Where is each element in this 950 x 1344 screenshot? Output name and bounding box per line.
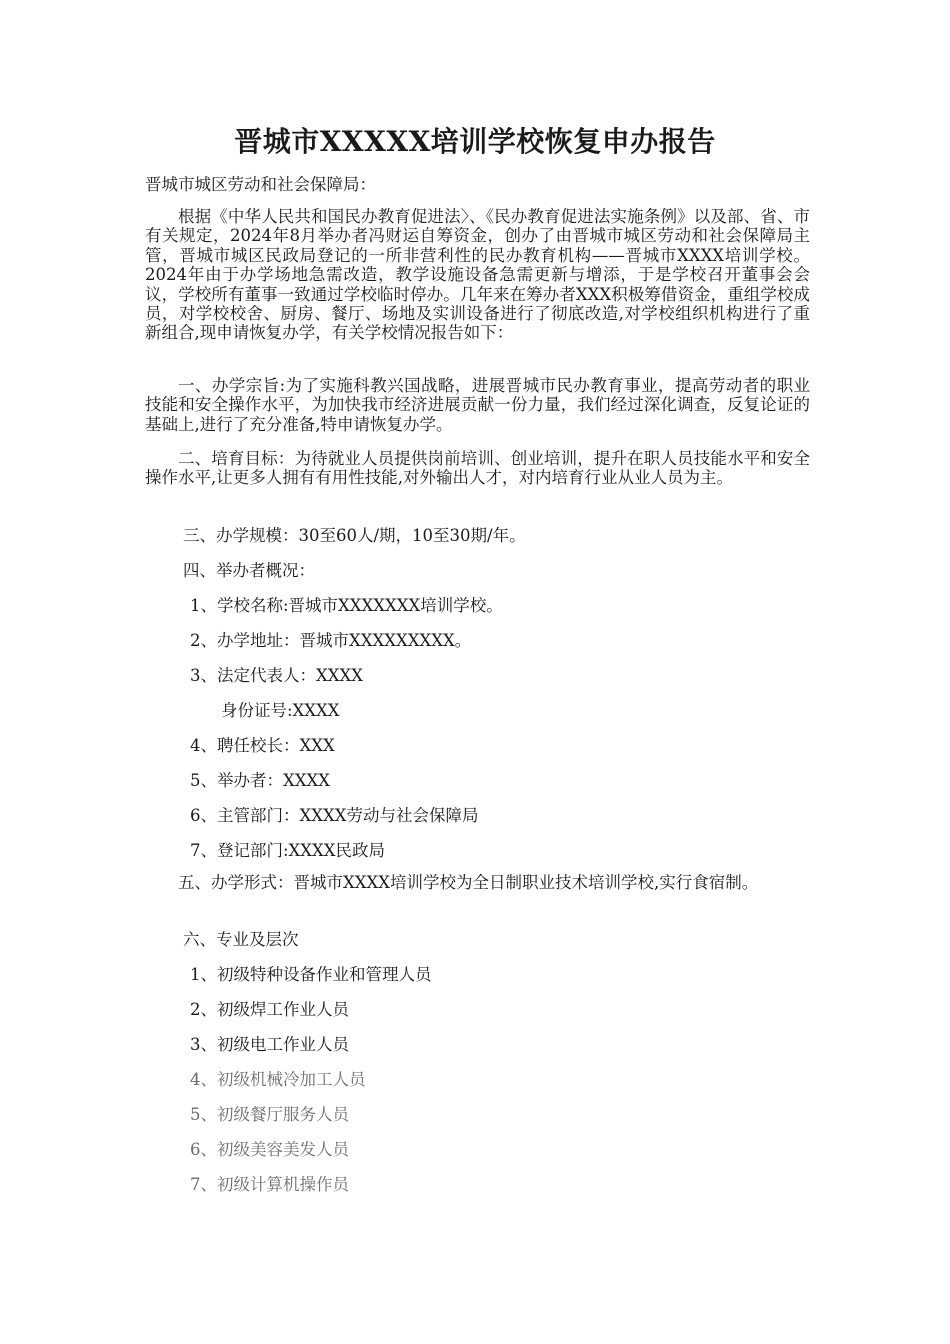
salutation: 晋城市城区劳动和社会保障局： [145, 175, 376, 194]
major-item: 3、初级电工作业人员 [190, 1035, 349, 1054]
section-format: 五、办学形式：晋城市XXXX培训学校为全日制职业技术培训学校,实行食宿制。 [178, 873, 759, 892]
major-item: 5、初级餐厅服务人员 [190, 1105, 349, 1124]
major-item: 1、初级特种设备作业和管理人员 [190, 965, 432, 984]
founder-item: 7、登记部门:XXXX民政局 [190, 841, 386, 860]
intro-paragraph: 根据《中华人民共和国民办教育促进法〉、《民办教育促进法实施条例》以及部、省、市有关规定，2024年8月举办者冯财运自筹资金，创办了由晋城市城区劳动和社会保障局主管，晋城市城区民政局登记的一所非营利性的民办教育机构——晋城市XXXX培训学校。2024年由于办学场地急需改造，教学设施设备急需更新与增添，于是学校召开董事会会议，学校所有董事一致通过学校临时停办。几年来在筹办者XXX积极筹借资金，重组学校成员，对学校校舍、厨房、餐厅、场地及实训设备进行了彻底改造,对学校组织机构进行了重新组合,现申请恢复办学，有关学校情况报告如下： [145, 207, 810, 343]
section-majors: 六、专业及层次 [183, 930, 299, 949]
major-item: 7、初级计算机操作员 [190, 1175, 349, 1194]
document-title: 晋城市XXXXX培训学校恢复申办报告 [234, 125, 716, 158]
founder-item: 2、办学地址：晋城市XXXXXXXXX。 [190, 631, 472, 650]
section-founder: 四、举办者概况： [183, 561, 315, 580]
section-goals: 二、培育目标：为待就业人员提供岗前培训、创业培训，提升在职人员技能水平和安全操作水平,让更多人拥有有用性技能,对外输出人才，对内培育行业从业人员为主。 [145, 449, 810, 488]
section-purpose: 一、办学宗旨:为了实施科教兴国战略，进展晋城市民办教育事业，提高劳动者的职业技能和安全操作水平，为加快我市经济进展贡献一份力量，我们经过深化调查，反复论证的基础上,进行了充分准备,特申请恢复办学。 [145, 376, 810, 434]
section-scale: 三、办学规模：30至60人/期，10至30期/年。 [183, 526, 526, 545]
founder-item: 1、学校名称:晋城市XXXXXXX培训学校。 [190, 596, 503, 615]
major-item: 2、初级焊工作业人员 [190, 1000, 349, 1019]
founder-item: 身份证号:XXXX [221, 701, 340, 720]
major-item: 6、初级美容美发人员 [190, 1140, 349, 1159]
founder-item: 5、举办者：XXXX [190, 771, 330, 790]
founder-item: 6、主管部门：XXXX劳动与社会保障局 [190, 806, 479, 825]
major-item: 4、初级机械冷加工人员 [190, 1070, 366, 1089]
founder-item: 3、法定代表人：XXXX [190, 666, 363, 685]
founder-item: 4、聘任校长：XXX [190, 736, 335, 755]
